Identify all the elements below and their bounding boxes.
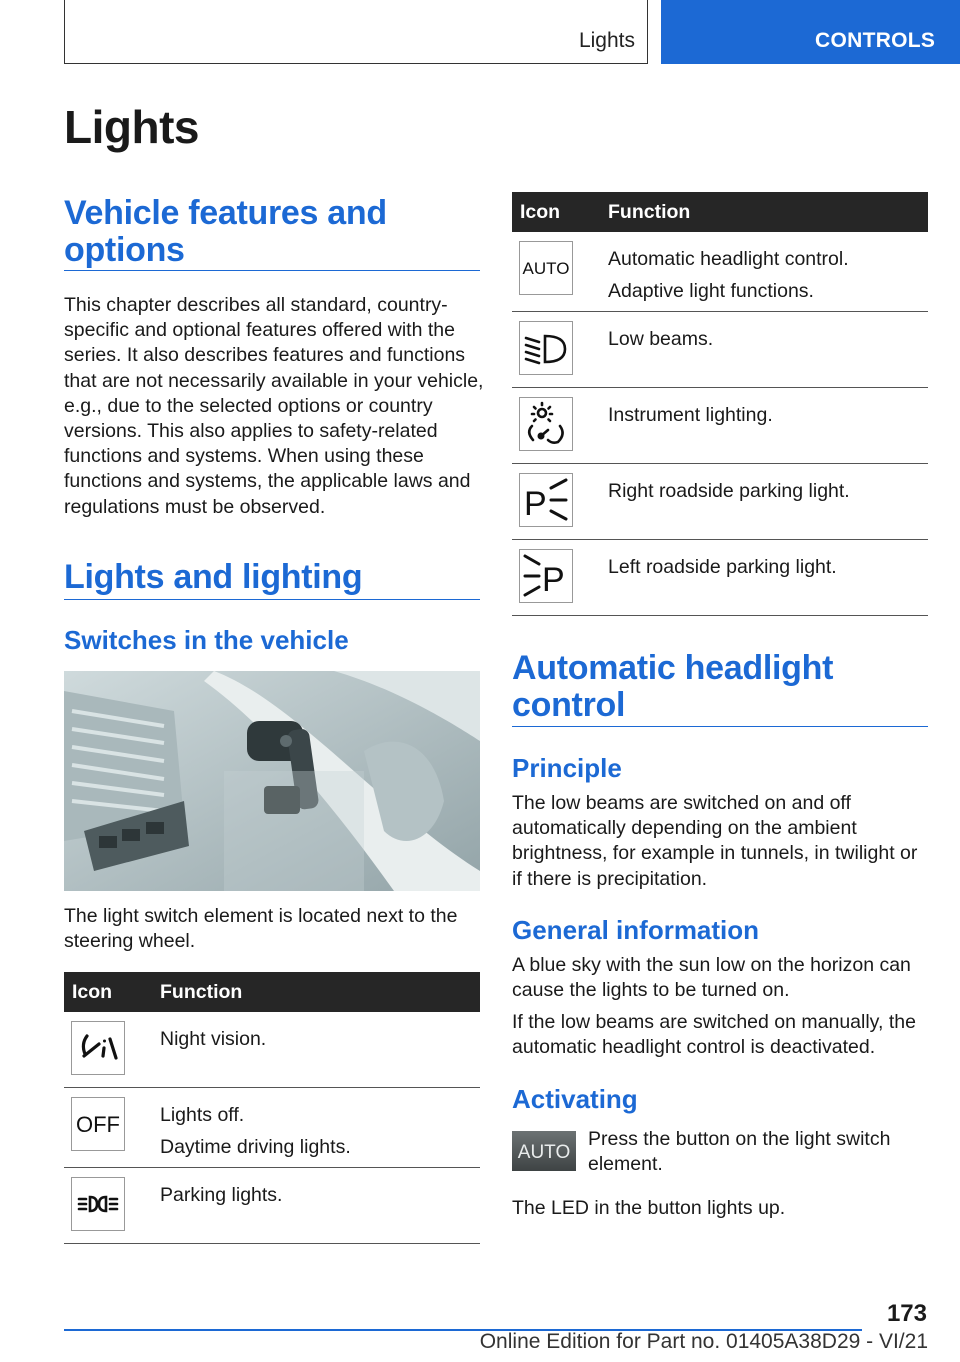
column-header-function: Function: [152, 972, 480, 1012]
svg-text:AUTO: AUTO: [517, 1142, 571, 1163]
instrument-lighting-icon: [519, 397, 573, 451]
header-bar: [64, 0, 648, 64]
svg-text:AUTO: AUTO: [522, 259, 570, 278]
footer-edition: Online Edition for Part no. 01405A38D29 - VI/21: [479, 1330, 928, 1353]
function-text: Daytime driving lights.: [160, 1136, 351, 1158]
table-row: [512, 232, 928, 312]
column-header-function: Function: [600, 192, 928, 232]
svg-text:P: P: [542, 561, 565, 599]
column-header-icon: Icon: [512, 192, 600, 232]
svg-text:P: P: [524, 485, 547, 523]
function-text: Low beams.: [608, 328, 714, 350]
functions-table-left: [64, 972, 480, 1244]
heading-activating: Activating: [512, 1084, 638, 1114]
activating-instruction: Press the button on the light switch element.: [588, 1128, 891, 1176]
page-number: 173: [886, 1300, 927, 1327]
light-switch-photo: [64, 671, 480, 891]
auto-icon: [519, 241, 573, 295]
vehicle-features-text: This chapter describes all standard, country-specific and optional features offered with the series. It also describes features and functions that are not necessarily available in your vehicle, e.g., due to the selected options or country versions. This also applies to safety-related functions and systems. When using these functions and systems, the applicable laws and regulations must be observed.: [64, 294, 484, 518]
heading-vehicle-features: Vehicle features and options: [64, 194, 387, 269]
function-text: Instrument lighting.: [608, 404, 773, 426]
svg-text:OFF: OFF: [76, 1112, 120, 1137]
light-switch-caption: The light switch element is located next to the steering wheel.: [64, 905, 458, 953]
heading-principle: Principle: [512, 753, 622, 783]
function-text: Automatic headlight control.: [608, 248, 849, 270]
function-text: Lights off.: [160, 1104, 245, 1126]
heading-rule: [64, 599, 480, 600]
table-row: [64, 1088, 480, 1168]
heading-automatic-headlight-control: Automatic headlight control: [512, 649, 834, 724]
header-tab-controls[interactable]: CONTROLS: [815, 29, 936, 52]
heading-switches: Switches in the vehicle: [64, 625, 349, 655]
principle-text: The low beams are switched on and off automatically depending on the ambient brightness, for example in tunnels, in twilight or if there is precipitation.: [512, 792, 918, 890]
table-row: [64, 1168, 480, 1244]
table-row: [512, 540, 928, 616]
heading-rule: [64, 270, 480, 271]
general-information-text: A blue sky with the sun low on the horizon can cause the lights to be turned on.: [512, 954, 911, 1002]
header-section-title: Lights: [578, 29, 635, 52]
night-vision-icon: [71, 1021, 125, 1075]
general-information-text: If the low beams are switched on manually, the automatic headlight control is deactivated.: [512, 1011, 916, 1059]
table-row: [512, 312, 928, 388]
low-beams-icon: [519, 321, 573, 375]
off-icon: [71, 1097, 125, 1151]
table-row: [512, 464, 928, 540]
parking-lights-icon: [71, 1177, 125, 1231]
heading-general-information: General information: [512, 915, 760, 945]
function-text: Right roadside parking light.: [608, 480, 850, 502]
auto-button-icon: [512, 1131, 576, 1171]
heading-lights-and-lighting: Lights and lighting: [64, 558, 363, 596]
right-parking-light-icon: [519, 473, 573, 527]
functions-table-right: [512, 192, 928, 616]
function-text: Night vision.: [160, 1028, 267, 1050]
function-text: Parking lights.: [160, 1184, 283, 1206]
function-text: Left roadside parking light.: [608, 556, 837, 578]
left-parking-light-icon: [519, 549, 573, 603]
page-title: Lights: [64, 101, 199, 153]
function-text: Adaptive light functions.: [608, 280, 814, 302]
table-row: [64, 1012, 480, 1088]
column-header-icon: Icon: [64, 972, 152, 1012]
heading-rule: [512, 726, 928, 727]
table-row: [512, 388, 928, 464]
led-text: The LED in the button lights up.: [512, 1197, 786, 1219]
